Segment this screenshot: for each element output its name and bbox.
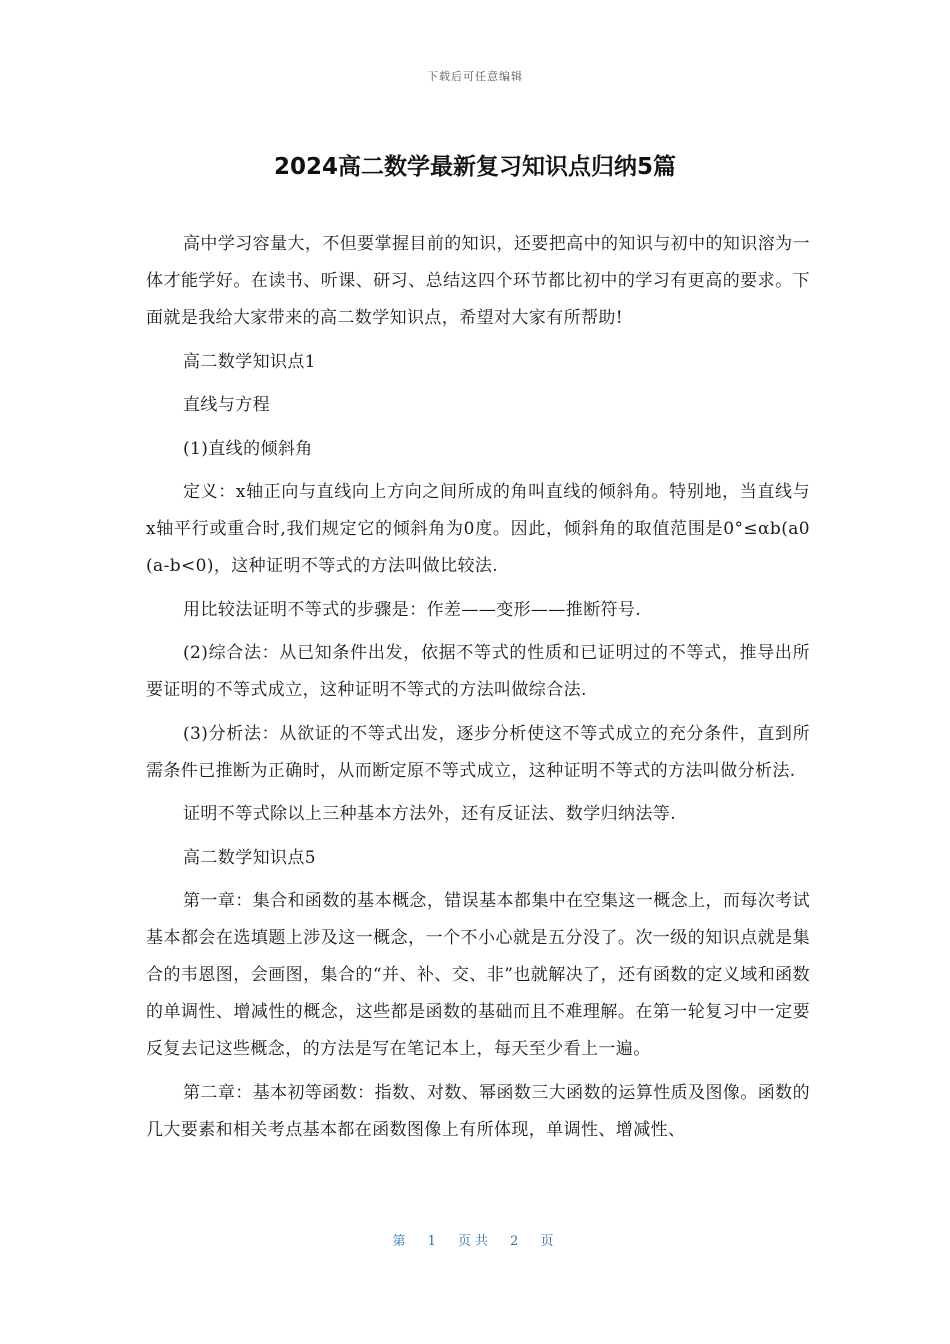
item-heading: (1)直线的倾斜角	[183, 438, 313, 459]
synthesis-method-paragraph: (2)综合法：从已知条件出发，依据不等式的性质和已证明过的不等式，推导出所要证明的不等式成立，这种证明不等式的方法叫做综合法.	[146, 643, 810, 700]
steps-paragraph: 用比较法证明不等式的步骤是：作差——变形——推断符号.	[183, 599, 642, 620]
section-heading-5: 高二数学知识点5	[183, 847, 317, 868]
document-title: 2024高二数学最新复习知识点归纳5篇	[273, 154, 677, 180]
other-methods-paragraph: 证明不等式除以上三种基本方法外，还有反证法、数学归纳法等.	[183, 804, 677, 824]
document-body	[146, 226, 810, 1149]
chapter-one-paragraph: 第一章：集合和函数的基本概念，错误基本都集中在空集这一概念上，而每次考试基本都会在选填题上涉及这一概念，一个不小心就是五分没了。次一级的知识点就是集合的韦恩图，会画图，集合的“并、补、交、非”也就解决了，还有函数的定义域和函数的单调性、增减性的概念，这些都是函数的基础而且不难理解。在第一轮复习中一定要反复去记这些概念，的方法是写在笔记本上，每天至少看上一遍。	[146, 891, 810, 1059]
definition-paragraph: 定义：x轴正向与直线向上方向之间所成的角叫直线的倾斜角。特别地，当直线与x轴平行或重合时,我们规定它的倾斜角为0度。因此，倾斜角的取值范围是0°≤αb(a0(a-b<0)，这种证明不等式的方法叫做比较法.	[146, 482, 810, 576]
subsection-heading: 直线与方程	[183, 395, 270, 415]
intro-paragraph: 高中学习容量大，不但要掌握目前的知识，还要把高中的知识与初中的知识溶为一体才能学好。在读书、听课、研习、总结这四个环节都比初中的学习有更高的要求。下面就是我给大家带来的高二数学知识点，希望对大家有所帮助!	[146, 234, 810, 328]
page-number: 第 1 页共 2 页	[392, 1234, 558, 1249]
chapter-two-paragraph: 第二章：基本初等函数：指数、对数、幂函数三大函数的运算性质及图像。函数的几大要素和相关考点基本都在函数图像上有所体现，单调性、增减性、	[146, 1082, 810, 1140]
header-note: 下载后可任意编辑	[427, 70, 523, 83]
analysis-method-paragraph: (3)分析法：从欲证的不等式出发，逐步分析使这不等式成立的充分条件，直到所需条件已推断为正确时，从而断定原不等式成立，这种证明不等式的方法叫做分析法.	[146, 723, 810, 781]
section-heading-1: 高二数学知识点1	[183, 351, 317, 372]
